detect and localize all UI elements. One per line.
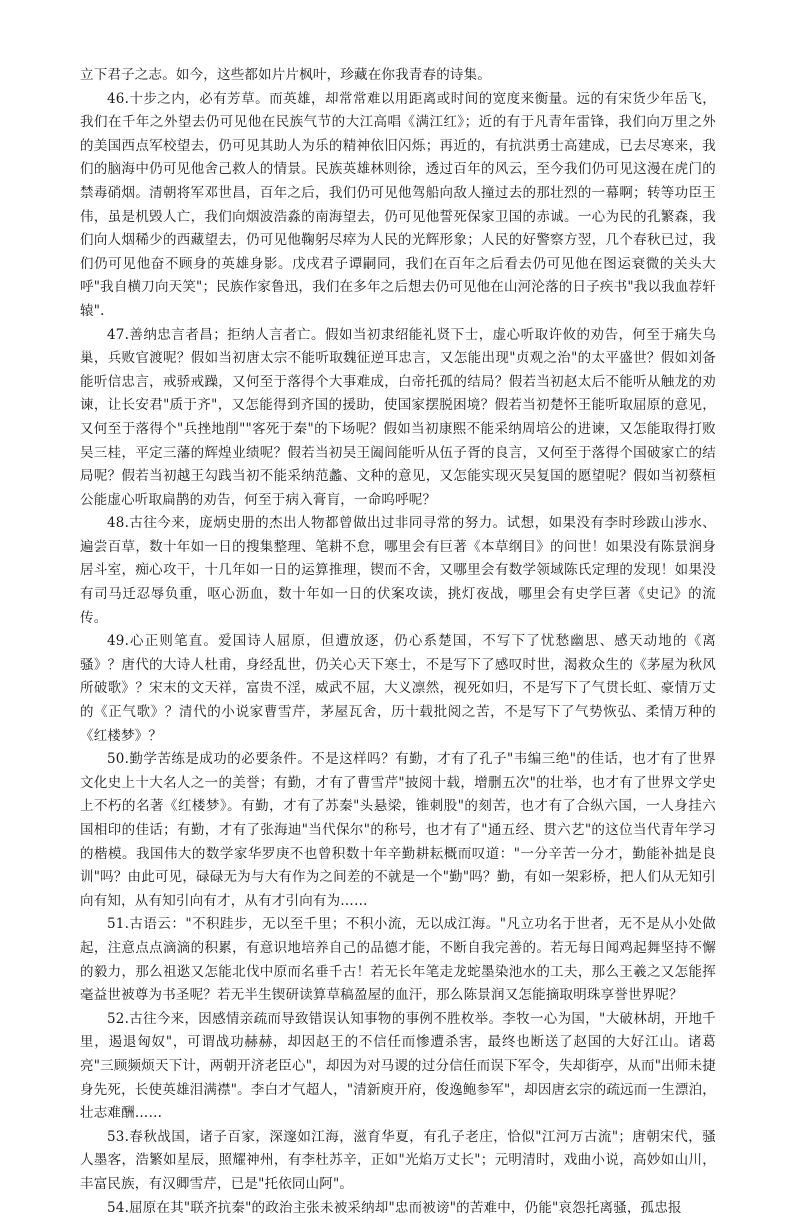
paragraph-52 (80, 1008, 716, 1126)
paragraph-45-tail (80, 64, 716, 88)
paragraph-text: 古往今来，庞炳史册的杰出人物都曾做出过非同寻常的努力。试想，如果没有李时珍跋山涉水、遍尝百草，数十年如一日的搜集整理、笔耕不怠，哪里会有巨著《本草纲目》的问世！如果没有陈景润身居斗室，痴心攻干，十几年如一日的运算推理，锲而不舍，又哪里会有数学领域陈氏定理的发现！如果没有司马迁忍辱负重，呕心沥血，数十年如一日的伏案攻读，挑灯夜战，哪里会有史学巨著《史记》的流传。 (80, 515, 716, 625)
paragraph-49 (80, 630, 716, 748)
paragraph-text: 心正则笔直。爱国诗人屈原，但遭放逐，仍心系楚国，不写下了忧愁幽思、感天动地的《离骚》？唐代的大诗人杜甫，身经乱世，仍关心天下寒士，不是写下了感叹时世，渴救众生的《茅屋为秋风所破歌》？宋末的文天祥，富贵不淫，威武不屈，大义凛然，视死如归，不是写下了气贯长虹、豪情万丈的《正气歌》？清代的小说家曹雪芹，茅屋瓦舍，历十载批阅之苦，不是写下了气势恢弘、柔情万种的《红楼梦》？ (80, 633, 716, 743)
paragraph-number: 48. (107, 515, 129, 531)
paragraph-48 (80, 512, 716, 630)
paragraph-text: 屈原在其"联齐抗秦"的政治主张未被采纳却"忠而被谤"的苦难中，仍能"哀怨托离骚，孤忠报 (129, 1200, 682, 1216)
paragraph-text: 春秋战国，诸子百家，深邃如江海，滋育华夏，有孔子老庄，恰似"江河万古流"；唐朝宋代，骚人墨客，浩繁如星辰，照耀神州，有李杜苏辛，正如"光焰万丈长"；元明清时，戏曲小说，高妙如山川，丰富民族，有汉卿雪芹，已是"托依同山阿"。 (80, 1129, 716, 1192)
paragraph-51 (80, 913, 716, 1007)
paragraph-text: 善纳忠言者昌；拒纳人言者亡。假如当初隶绍能礼贤下士，虚心听取许攸的劝告，何至于痛失乌巢，兵败官渡呢？假如当初唐太宗不能听取魏征逆耳忠言，又怎能出现"贞观之治"的太平盛世？假如刘备能听信忠言，戒骄戒躁，又何至于落得个大事难成，白帝托孤的结局？假若当初赵太后不能听从触龙的劝谏，让长安君"质于齐"，又怎能得到齐国的援助，使国家摆脱困境？假若当初楚怀王能听取屈原的意见，又何至于落得个"兵挫地削""客死于秦"的下场呢？假如当初康熙不能采纳周培公的进谏，又怎能取得打败吴三桂，平定三藩的辉煌业绩呢？假若当初吴王阖闾能听从伍子胥的良言，又何至于落得个国破家亡的结局呢？假若当初越王勾践当初不能采纳范蠡、文种的意见，又怎能实现灭吴复国的愿望呢？假如当初蔡桓公能虚心听取扁鹊的劝告，何至于病入膏肓，一命呜呼呢？ (80, 327, 716, 508)
paragraph-number: 54. (107, 1200, 129, 1216)
paragraph-text: 立下君子之志。如今，这些都如片片枫叶，珍藏在你我青春的诗集。 (80, 67, 491, 83)
paragraph-number: 53. (107, 1129, 129, 1145)
paragraph-text: 古往今来，因感情亲疏而导致错误认知事物的事例不胜枚举。李牧一心为国，"大破林胡，开地千里，遏退匈奴"，可谓战功赫赫，却因赵王的不信任而惨遭杀害，最终也断送了赵国的大好江山。诸葛亮"三顾频烦天下计，两朝开济老臣心"，却因为对马谡的过分信任而误下军令，失却街亭，从而"出师未捷身先死，长使英雄泪满襟"。李白才气超人，"清新庾开府，俊逸鲍参军"，却因唐玄宗的疏远而一生漂泊，壮志难酬…… (80, 1011, 716, 1121)
paragraph-number: 52. (107, 1011, 129, 1027)
paragraph-text: 十步之内，必有芳草。而英雄，却常常难以用距离或时间的宽度来衡量。远的有宋货少年岳飞，我们在千年之外望去仍可见他在民族气节的大江高唱《满江红》；近的有于凡青年雷锋，我们向万里之外的美国西点军校望去，仍可见其助人为乐的精神依旧闪烁；再近的，有抗洪勇士高建成，已去尽寒来，我们的脑海中仍可见他舍己救人的情景。民族英雄林则徐，透过百年的风云，至今我们仍可见这漫在虎门的禁毒硝烟。清朝将军邓世昌，百年之后，我们仍可见他驾船向敌人撞过去的那壮烈的一幕啊；转等功臣王伟，虽是机毁人亡，我们向烟波浩淼的南海望去，仍可见他誓死保家卫国的赤诚。一心为民的孔繁森，我们向人烟稀少的西藏望去，仍可见他鞠躬尽瘁为人民的光辉形象；人民的好警察方翌，几个春秋已过，我们仍可见他奋不顾身的英雄身影。戊戌君子谭嗣同，我们在百年之后看去仍可见他在图运衰微的关头大呼"我自横刀向天笑"；民族作家鲁迅，我们在多年之后想去仍可见他在山河沦落的日子疾书"我以我血荐轩辕". (80, 91, 716, 319)
paragraph-54 (80, 1197, 716, 1220)
paragraph-number: 50. (107, 751, 129, 767)
paragraph-46 (80, 88, 716, 324)
paragraph-53 (80, 1126, 716, 1197)
paragraph-number: 47. (107, 327, 129, 343)
paragraph-50 (80, 748, 716, 913)
paragraph-number: 49. (107, 633, 129, 649)
paragraph-47 (80, 324, 716, 513)
paragraph-number: 46. (107, 91, 129, 107)
paragraph-text: 勤学苦练是成功的必要条件。不是这样吗？有勤，才有了孔子"韦编三绝"的佳话，也才有了世界文化史上十大名人之一的美誉；有勤，才有了曹雪芹"披阅十载，增删五次"的壮举，也才有了世界文学史上不朽的名著《红楼梦》。有勤，才有了苏秦"头悬梁，锥刺股"的刻苦，也才有了合纵六国，一人身挂六国相印的佳话；有勤，才有了张海迪"当代保尔"的称号，也才有了"通五经、贯六艺"的这位当代青年学习的楷模。我国伟大的数学家华罗庚不也曾积数十年辛勤耕耘概而叹道："一分辛苦一分才，勤能补拙是良训"吗？由此可见，碌碌无为与大有作为之间差的不就是一个"勤"吗？勤，有如一架彩桥，把人们从无知引向有知，从有知引向有才，从有才引向有为…… (80, 751, 716, 909)
paragraph-number: 51. (107, 916, 129, 932)
paragraph-text: 古语云："不积跬步，无以至千里；不积小流，无以成江海。"凡立功名于世者，无不是从小处做起，注意点点滴滴的积累，有意识地培养自己的品德才能，不断自我完善的。若无每日闻鸡起舞坚持不懈的毅力，那么祖逖又怎能北伐中原而名垂千古！若无长年笔走龙蛇墨染池水的工夫，那么王羲之又怎能挥毫益世被尊为书圣呢？若无半生锲研读算草稿盈屋的血汗，那么陈景润又怎能摘取明珠享誉世界呢？ (80, 916, 716, 1003)
document-body (80, 64, 716, 1220)
